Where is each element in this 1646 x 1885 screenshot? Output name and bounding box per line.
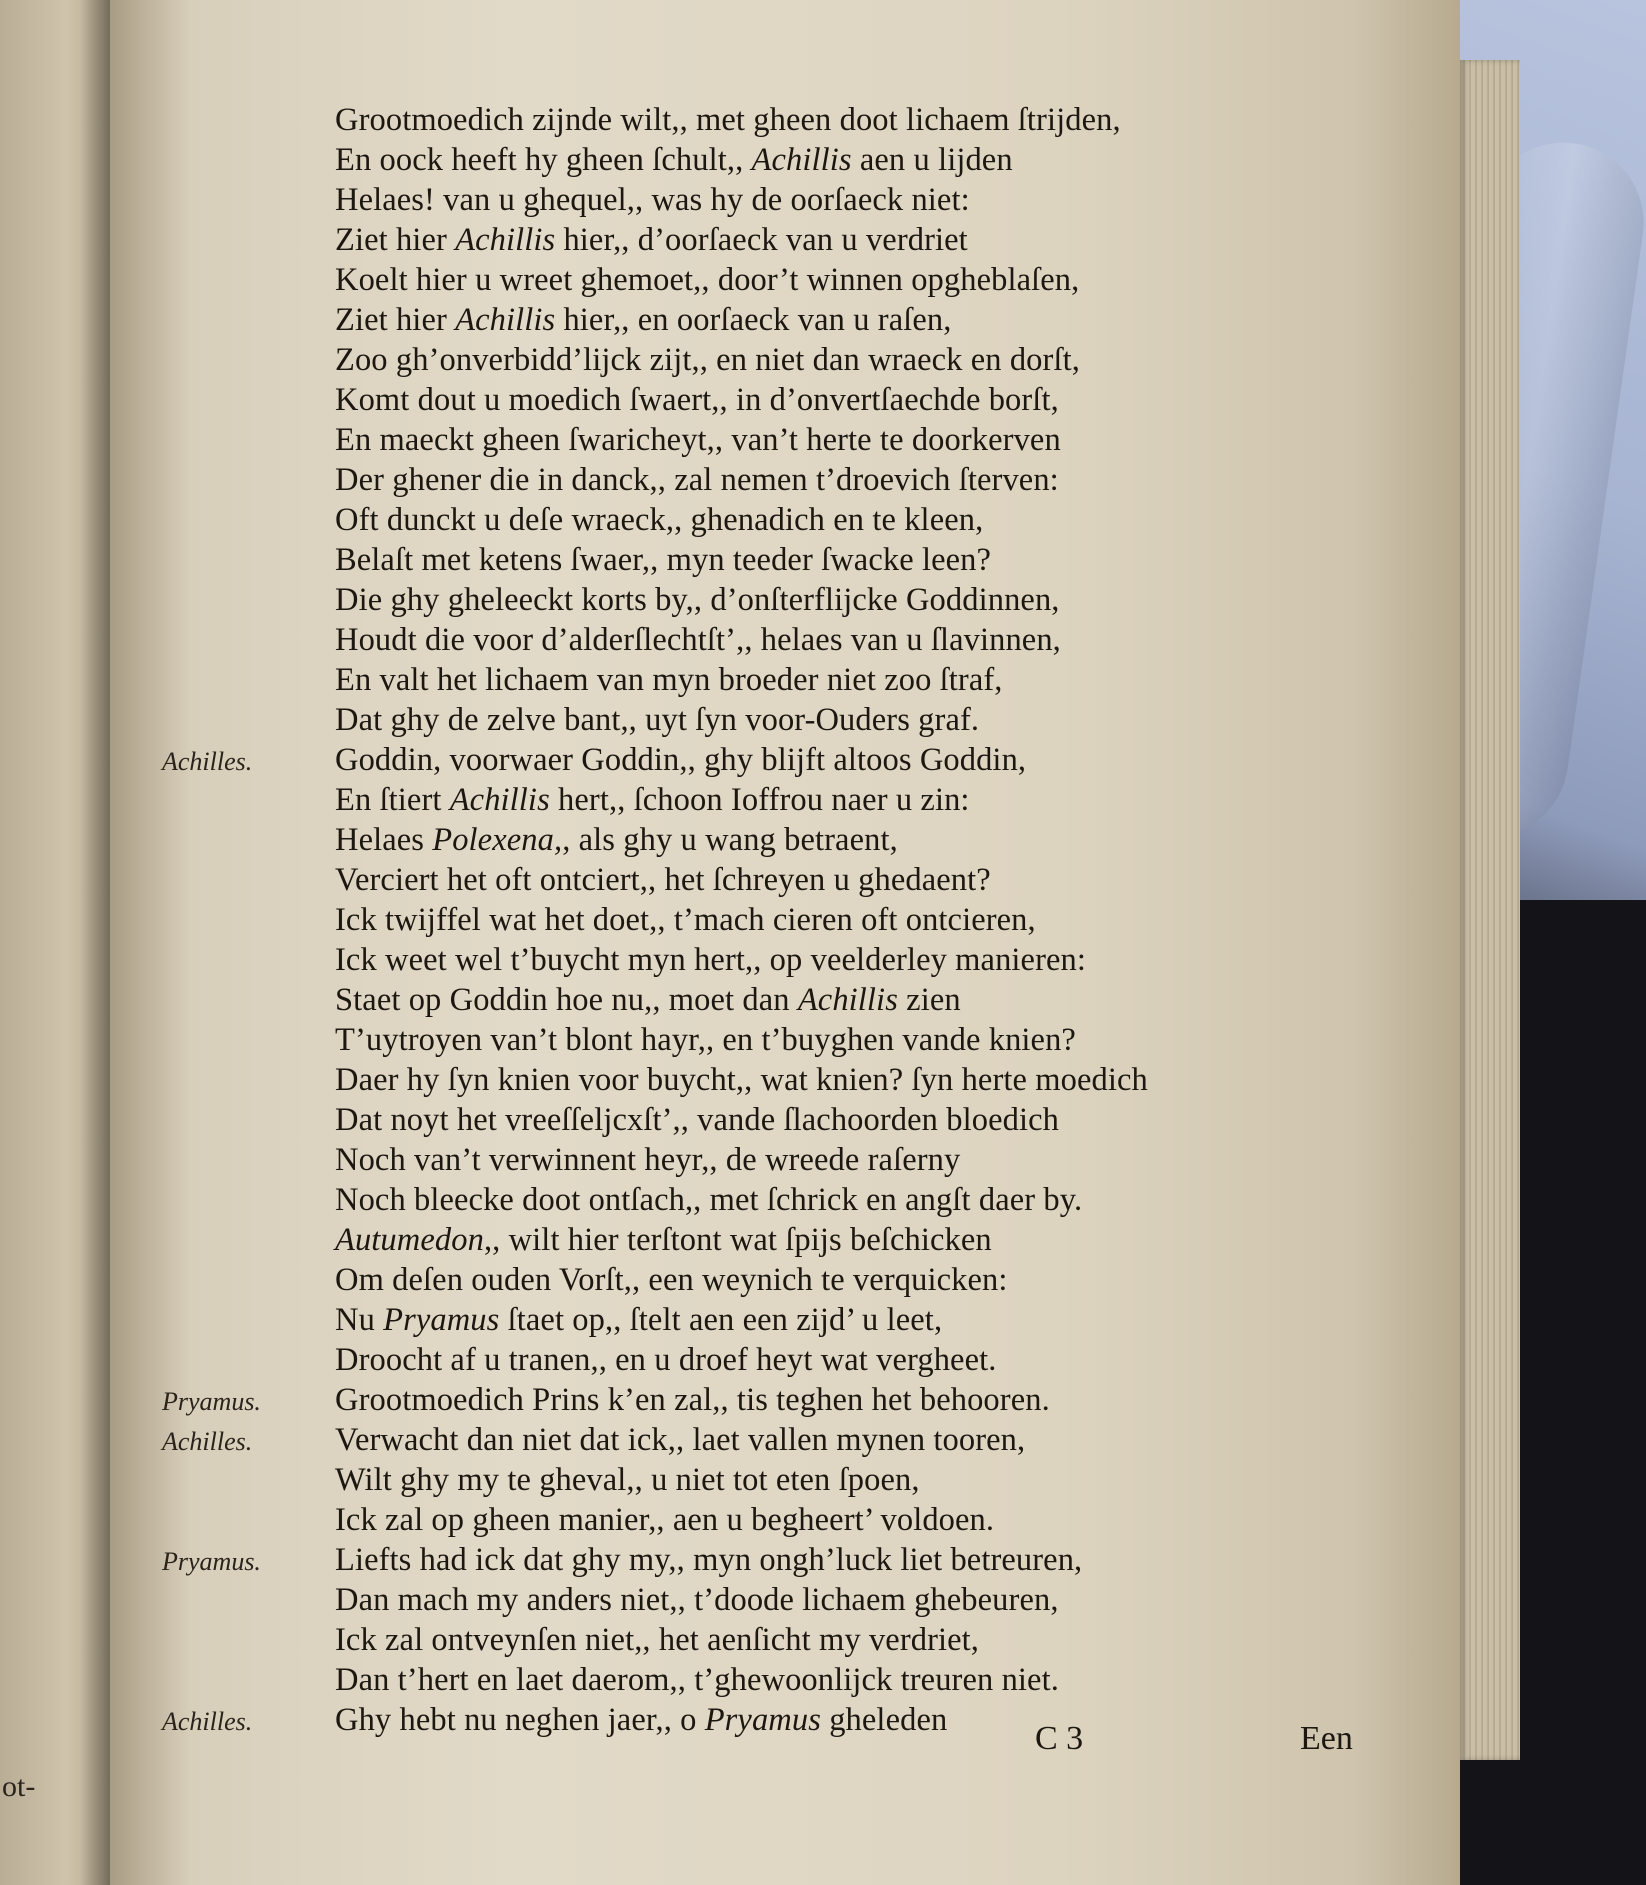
verse-line bbox=[110, 180, 1460, 220]
verse-line bbox=[110, 460, 1460, 500]
verse-line bbox=[110, 1220, 1460, 1260]
verse-segment: Ick zal ontveynſen niet,, het aenſicht my verdriet, bbox=[335, 1622, 980, 1658]
speaker-label: Achilles. bbox=[162, 1427, 253, 1456]
verse-segment: Helaes bbox=[335, 822, 433, 858]
verse-segment: ,, wilt hier terſtont wat ſpijs beſchicken bbox=[483, 1222, 992, 1258]
verse-line bbox=[110, 780, 1460, 820]
verse-text bbox=[335, 1100, 1059, 1140]
verse-text bbox=[335, 1380, 1050, 1420]
verse-segment: Belaſt met ketens ſwaer,, myn teeder ſwacke leen? bbox=[335, 542, 992, 578]
verse-text bbox=[335, 1140, 960, 1180]
verse-text bbox=[335, 220, 968, 260]
italic-name: Achillis bbox=[455, 302, 556, 338]
verse-text bbox=[335, 820, 898, 860]
speaker-label: Pryamus. bbox=[162, 1547, 261, 1576]
verse-line bbox=[110, 1620, 1460, 1660]
verse-text bbox=[335, 1660, 1059, 1700]
verse-line bbox=[110, 820, 1460, 860]
verse-segment: En valt het lichaem van myn broeder niet zoo ſtraf, bbox=[335, 662, 1003, 698]
verse-segment: aen u lijden bbox=[851, 142, 1013, 178]
verse-line bbox=[110, 500, 1460, 540]
verse-segment: Dat ghy de zelve bant,, uyt ſyn voor-Ouders graf. bbox=[335, 702, 980, 738]
verse-line bbox=[110, 1060, 1460, 1100]
verse-line bbox=[110, 1420, 1460, 1460]
verse-segment: Goddin, voorwaer Goddin,, ghy blijft altoos Goddin, bbox=[335, 742, 1027, 778]
page-edges bbox=[1460, 60, 1520, 1760]
italic-name: Pryamus bbox=[704, 1702, 821, 1738]
verse-segment: Noch bleecke doot ontſach,, met ſchrick en angſt daer by. bbox=[335, 1182, 1083, 1218]
verse-segment: zien bbox=[897, 982, 961, 1018]
verse-text bbox=[335, 660, 1003, 700]
verse-line bbox=[110, 540, 1460, 580]
verse-segment: Oft dunckt u deſe wraeck,, ghenadich en te kleen, bbox=[335, 502, 984, 538]
verse-text bbox=[335, 900, 1036, 940]
verse-segment: hier,, d’oorſaeck van u verdriet bbox=[555, 222, 968, 258]
verse-line bbox=[110, 700, 1460, 740]
verse-line bbox=[110, 580, 1460, 620]
verse-line bbox=[110, 100, 1460, 140]
verse-line bbox=[110, 860, 1460, 900]
verse-text bbox=[335, 420, 1061, 460]
verse-text bbox=[335, 500, 983, 540]
verse-line bbox=[110, 1300, 1460, 1340]
italic-name: Achillis bbox=[449, 782, 550, 818]
verse-line bbox=[110, 1100, 1460, 1140]
verse-segment: En maeckt gheen ſwaricheyt,, van’t herte te doorkerven bbox=[335, 422, 1061, 458]
verse-line bbox=[110, 220, 1460, 260]
verse-text bbox=[335, 860, 991, 900]
page-footer bbox=[110, 1720, 1460, 1770]
verse-text bbox=[335, 1220, 992, 1260]
verse-line bbox=[110, 1660, 1460, 1700]
verse-text bbox=[335, 580, 1060, 620]
verse-segment: gheleden bbox=[820, 1702, 948, 1738]
verse-text bbox=[335, 1060, 1148, 1100]
verse-segment: Ziet hier bbox=[335, 222, 456, 258]
left-page-edge bbox=[0, 0, 110, 1885]
signature-mark: C 3 bbox=[1035, 1720, 1084, 1757]
verse-segment: Liefts had ick dat ghy my,, myn ongh’luck liet betreuren, bbox=[335, 1542, 1083, 1578]
verse-text bbox=[335, 740, 1026, 780]
verse-line bbox=[110, 380, 1460, 420]
verse-segment: Grootmoedich zijnde wilt,, met gheen doot lichaem ſtrijden, bbox=[335, 102, 1121, 138]
verse-text bbox=[335, 1260, 1007, 1300]
verse-text bbox=[335, 980, 961, 1020]
verse-segment: Ick zal op gheen manier,, aen u begheert’ voldoen. bbox=[335, 1502, 995, 1538]
catchword: Een bbox=[1300, 1720, 1353, 1757]
italic-name: Achillis bbox=[751, 142, 852, 178]
verse-line bbox=[110, 620, 1460, 660]
verse-text bbox=[335, 1540, 1082, 1580]
speaker-label: Achilles. bbox=[162, 747, 253, 776]
verse-segment: Houdt die voor d’alderſlechtſt’,, helaes van u ſlavinnen, bbox=[335, 622, 1061, 658]
verse-text bbox=[335, 300, 951, 340]
verse-segment: Ghy hebt nu neghen jaer,, o bbox=[335, 1702, 705, 1738]
verse-segment: Die ghy gheleeckt korts by,, d’onſterflijcke Goddinnen, bbox=[335, 582, 1060, 618]
verse-segment: Droocht af u tranen,, en u droef heyt wat vergheet. bbox=[335, 1342, 997, 1378]
verse-segment: , als ghy u wang betraent, bbox=[562, 822, 898, 858]
verse-segment: Ick twijffel wat het doet,, t’mach cieren oft ontcieren, bbox=[335, 902, 1036, 938]
verse-line bbox=[110, 900, 1460, 940]
verse-text bbox=[335, 100, 1121, 140]
verse-segment: Der ghener die in danck,, zal nemen t’droevich ſterven: bbox=[335, 462, 1059, 498]
italic-name: Achillis bbox=[455, 222, 556, 258]
verse-segment: Ick weet wel t’buycht myn hert,, op veelderley manieren: bbox=[335, 942, 1087, 978]
verse-segment: Verwacht dan niet dat ick,, laet vallen mynen tooren, bbox=[335, 1422, 1026, 1458]
verse-line bbox=[110, 340, 1460, 380]
verse-line bbox=[110, 1540, 1460, 1580]
verse-text bbox=[335, 1020, 1076, 1060]
verse-segment: Verciert het oft ontciert,, het ſchreyen u ghedaent? bbox=[335, 862, 991, 898]
verse-segment: Koelt hier u wreet ghemoet,, door’t winnen opgheblaſen, bbox=[335, 262, 1080, 298]
verse-line bbox=[110, 740, 1460, 780]
verse-line bbox=[110, 300, 1460, 340]
verse-segment: Ziet hier bbox=[335, 302, 456, 338]
verse-line bbox=[110, 260, 1460, 300]
verse-segment: T’uytroyen van’t blont hayr,, en t’buyghen vande knien? bbox=[335, 1022, 1076, 1058]
verse-segment: En ſtiert bbox=[335, 782, 450, 818]
verse-segment: Om deſen ouden Vorſt,, een weynich te verquicken: bbox=[335, 1262, 1008, 1298]
verse-segment: Staet op Goddin hoe nu,, moet dan bbox=[335, 982, 798, 1018]
verse-text bbox=[335, 1460, 920, 1500]
verse-text bbox=[335, 780, 970, 820]
verse-line bbox=[110, 940, 1460, 980]
verse-segment: Noch van’t verwinnent heyr,, de wreede raſerny bbox=[335, 1142, 961, 1178]
verse-segment: Helaes! van u ghequel,, was hy de oorſaeck niet: bbox=[335, 182, 970, 218]
verse-text bbox=[335, 540, 991, 580]
verse-segment: Daer hy ſyn knien voor buycht,, wat knien? ſyn herte moedich bbox=[335, 1062, 1148, 1098]
italic-name: Polexena, bbox=[432, 822, 563, 858]
italic-name: Autumedon bbox=[335, 1222, 484, 1258]
verse-text bbox=[335, 340, 1080, 380]
speaker-label: Achilles. bbox=[162, 1707, 253, 1736]
verse-line bbox=[110, 1580, 1460, 1620]
verse-line bbox=[110, 1260, 1460, 1300]
verse-text bbox=[335, 460, 1059, 500]
italic-name: Achillis bbox=[797, 982, 898, 1018]
left-page-fragment: ot- bbox=[2, 1770, 36, 1803]
verse-text bbox=[335, 180, 970, 220]
verse-line bbox=[110, 980, 1460, 1020]
verse-text bbox=[335, 620, 1061, 660]
verse-text bbox=[335, 1620, 979, 1660]
verse-line bbox=[110, 140, 1460, 180]
verse-segment: Grootmoedich Prins k’en zal,, tis teghen het behooren. bbox=[335, 1382, 1050, 1418]
verse-text bbox=[335, 1500, 994, 1540]
verse-text bbox=[335, 380, 1059, 420]
verse-line bbox=[110, 1180, 1460, 1220]
verse-line bbox=[110, 1460, 1460, 1500]
verse-line bbox=[110, 1140, 1460, 1180]
verse-segment: ſtaet op,, ſtelt aen een zijd’ u leet, bbox=[499, 1302, 943, 1338]
verse-text bbox=[335, 700, 979, 740]
verse-line bbox=[110, 1020, 1460, 1060]
spine-shadow bbox=[80, 0, 110, 1885]
verse-text bbox=[335, 940, 1086, 980]
verse-segment: Zoo gh’onverbidd’lijck zijt,, en niet dan wraeck en dorſt, bbox=[335, 342, 1080, 378]
verse-line bbox=[110, 420, 1460, 460]
verse-text bbox=[335, 1180, 1082, 1220]
verse-line bbox=[110, 1500, 1460, 1540]
verse-line bbox=[110, 660, 1460, 700]
verse-text bbox=[335, 1580, 1059, 1620]
italic-name: Pryamus bbox=[383, 1302, 500, 1338]
verse-text bbox=[335, 1420, 1025, 1460]
verse-segment: En oock heeft hy gheen ſchult,, bbox=[335, 142, 752, 178]
verse-text-block bbox=[110, 100, 1460, 1740]
verse-segment: Wilt ghy my te gheval,, u niet tot eten ſpoen, bbox=[335, 1462, 920, 1498]
verse-segment: hert,, ſchoon Ioffrou naer u zin: bbox=[549, 782, 970, 818]
speaker-label: Pryamus. bbox=[162, 1387, 261, 1416]
verse-segment: Dat noyt het vreeſſeljcxſt’,, vande ſlachoorden bloedich bbox=[335, 1102, 1059, 1138]
verse-line bbox=[110, 1340, 1460, 1380]
verse-text bbox=[335, 140, 1013, 180]
verse-text bbox=[335, 260, 1079, 300]
verse-line bbox=[110, 1380, 1460, 1420]
verse-segment: Dan t’hert en laet daerom,, t’ghewoonlijck treuren niet. bbox=[335, 1662, 1059, 1698]
verse-segment: Komt dout u moedich ſwaert,, in d’onvertſaechde borſt, bbox=[335, 382, 1059, 418]
verse-text bbox=[335, 1300, 942, 1340]
verse-segment: hier,, en oorſaeck van u raſen, bbox=[555, 302, 952, 338]
verse-text bbox=[335, 1340, 996, 1380]
verse-segment: Nu bbox=[335, 1302, 384, 1338]
verse-segment: Dan mach my anders niet,, t’doode lichaem ghebeuren, bbox=[335, 1582, 1059, 1618]
